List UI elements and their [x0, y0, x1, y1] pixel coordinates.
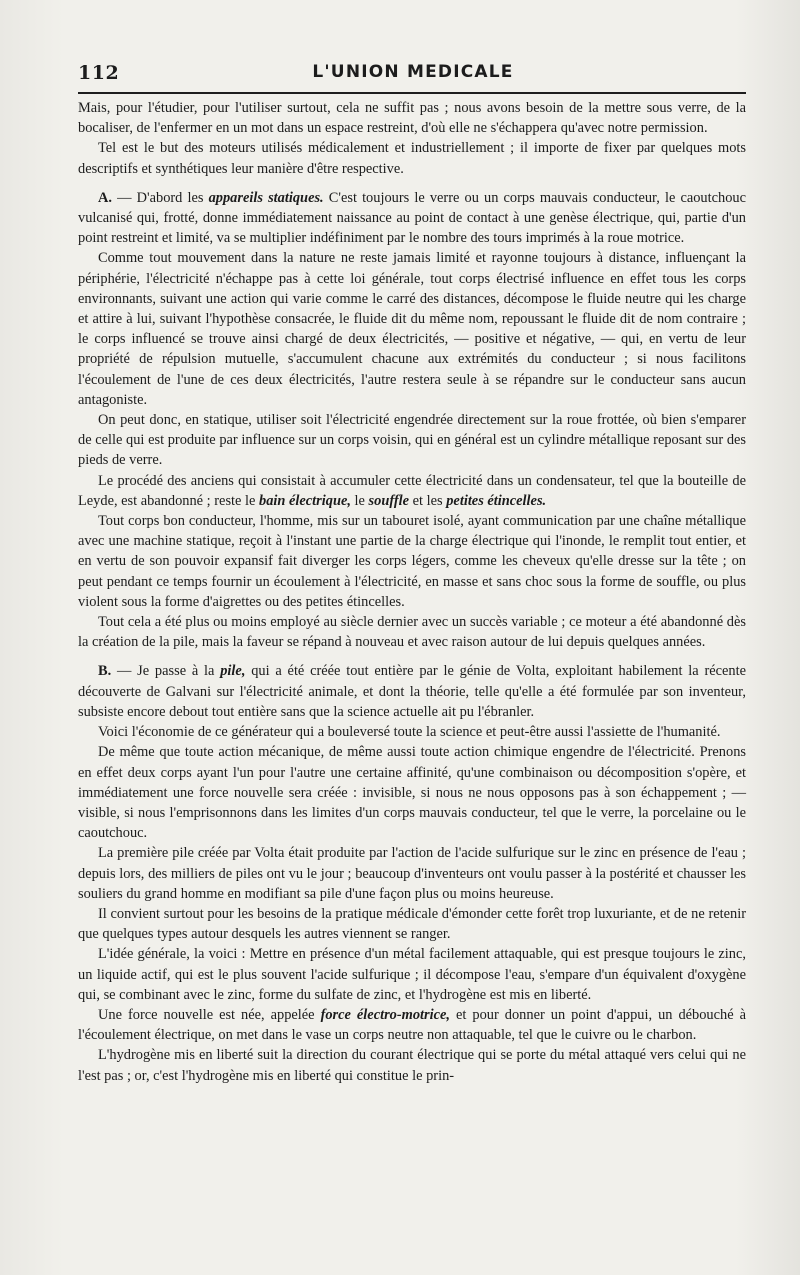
paragraph: L'idée générale, la voici : Mettre en présence d'un métal facilement attaquable, qui est presque toujours le zinc, un liquide actif, qui est le plus souvent l'acide sulfurique ; il décompose l'eau, s'empare d'un équivalent d'oxygène qui, se combinant avec le zinc, forme du sulfate de zinc, et l'hydrogène est mis en liberté.	[78, 946, 746, 1003]
section-letter: A.	[98, 189, 112, 206]
paragraph: Tout cela a été plus ou moins employé au siècle dernier avec un succès variable ; ce moteur a été abandonné dès la création de la pile, mais la faveur se répand à nouveau et avec raison autour de lui depuis quelques années.	[78, 614, 746, 651]
paragraph: Mais, pour l'étudier, pour l'utiliser surtout, cela ne suffit pas ; nous avons besoin de la mettre sous verre, de la bocaliser, de l'enfermer en un mot dans un espace restreint, d'où elle ne s'échappera qu'avec notre permission.	[78, 100, 746, 137]
paragraph: L'hydrogène mis en liberté suit la direction du courant électrique qui se porte du métal attaqué vers celui qui ne l'est pas ; or, c'est l'hydrogène mis en liberté qui constitue le prin-	[78, 1047, 746, 1084]
paragraph: Tel est le but des moteurs utilisés médicalement et industriellement ; il importe de fixer par quelques mots descriptifs et synthétiques leur manière d'être respective.	[78, 140, 746, 177]
paragraph: Voici l'économie de ce générateur qui a bouleversé toute la science et peut-être aussi l'assiette de l'humanité.	[98, 724, 721, 741]
paragraph: Comme tout mouvement dans la nature ne reste jamais limité et rayonne toujours à distance, influençant la périphérie, l'électricité n'échappe pas à cette loi générale, tout corps électrisé influence en effet tous les corps environnants, suivant une action qui varie comme le carré des distances, décompose le fluide neutre qui les charge et attire à lui, suivant l'hypothèse consacrée, le fluide dit du même nom, repoussant le fluide dit de nom contraire ; le corps influencé se trouve ainsi chargé de deux électricités, — positive et négative, — qui, en vertu de leur propriété de répulsion mutuelle, s'accumulent chacune aux extrémités du conducteur ; si nous facilitons l'écoulement de l'une de ces deux électricités, l'autre restera seule à se répandre sur le conducteur sans aucun antagoniste.	[78, 250, 746, 408]
section-letter: B.	[98, 663, 112, 680]
paragraph: Le procédé des anciens qui consistait à accumuler cette électricité dans un condensateur, tel que la bouteille de Leyde, est abandonné ; reste le bain électrique, le souffle et les petites étincelles.	[78, 472, 746, 509]
section-b-paragraph: B. — Je passe à la pile, qui a été créée tout entière par le génie de Volta, exploitant habilement la récente découverte de Galvani sur l'électricité animale, et dont la théorie, telle qu'elle a été formulée par son inventeur, subsiste encore debout tout entière sans que la science actuelle ait pu l'ébranler.	[78, 663, 746, 720]
paragraph: La première pile créée par Volta était produite par l'action de l'acide sulfurique sur le zinc en présence de l'eau ; depuis lors, des milliers de piles ont vu le jour ; beaucoup d'inventeurs ont voulu passer à la postérité et chausser les souliers du grand homme en modifiant sa pile d'une façon plus ou moins heureuse.	[78, 845, 746, 902]
paragraph: Il convient surtout pour les besoins de la pratique médicale d'émonder cette forêt trop luxuriante, et de ne retenir que quelques types autour desquels les autres viennent se ranger.	[78, 905, 746, 943]
page-number: 112	[78, 62, 120, 84]
article-body	[78, 98, 746, 1266]
paragraph: Tout corps bon conducteur, l'homme, mis sur un tabouret isolé, ayant communication par une chaîne métallique avec une machine statique, reçoit à l'instant une partie de la charge électrique qui l'inonde, le remplit tout entier, et en vertu de son pouvoir expansif fait diverger les corps légers, comme les cheveux qu'elle dresse sur la tête ; on peut pendant ce temps fournir un écoulement à l'électricité, en masse et sans choc sous la forme de souffle, ou plus violent sous la forme d'aigrettes ou des petites étincelles.	[78, 513, 746, 610]
paragraph: Une force nouvelle est née, appelée force électro-motrice, et pour donner un point d'appui, un débouché à l'écoulement électrique, on met dans le vase un corps neutre non attaquable, tel que le cuivre ou le charbon.	[78, 1006, 746, 1044]
header-rule	[78, 92, 746, 94]
paragraph: De même que toute action mécanique, de même aussi toute action chimique engendre de l'électricité. Prenons en effet deux corps ayant l'un pour l'autre une certaine affinité, qu'une combinaison ou décomposition s'opère, et immédiatement une force nouvelle sera créée : invisible, si nous ne nous opposons pas à son échappement ; — visible, si nous l'emprisonnons dans les limites d'un corps mauvais conducteur, tel que le verre, la porcelaine ou le caoutchouc.	[78, 744, 746, 842]
paragraph: On peut donc, en statique, utiliser soit l'électricité engendrée directement sur la roue frottée, où bien s'emparer de celle qui est produite par influence sur un corps voisin, qui en général est un cylindre métallique reposant sur des pieds de verre.	[78, 412, 746, 469]
section-a-paragraph: A. — D'abord les appareils statiques. C'est toujours le verre ou un corps mauvais conducteur, le caoutchouc vulcanisé qui, frotté, donne immédiatement naissance au point de contact à une genèse électrique, qui, partie d'un point restreint et limité, va se multiplier indéfiniment par le nombre des tours imprimés à la roue motrice.	[78, 189, 746, 247]
journal-title: L'UNION MEDICALE	[312, 62, 514, 82]
running-header	[78, 62, 748, 90]
